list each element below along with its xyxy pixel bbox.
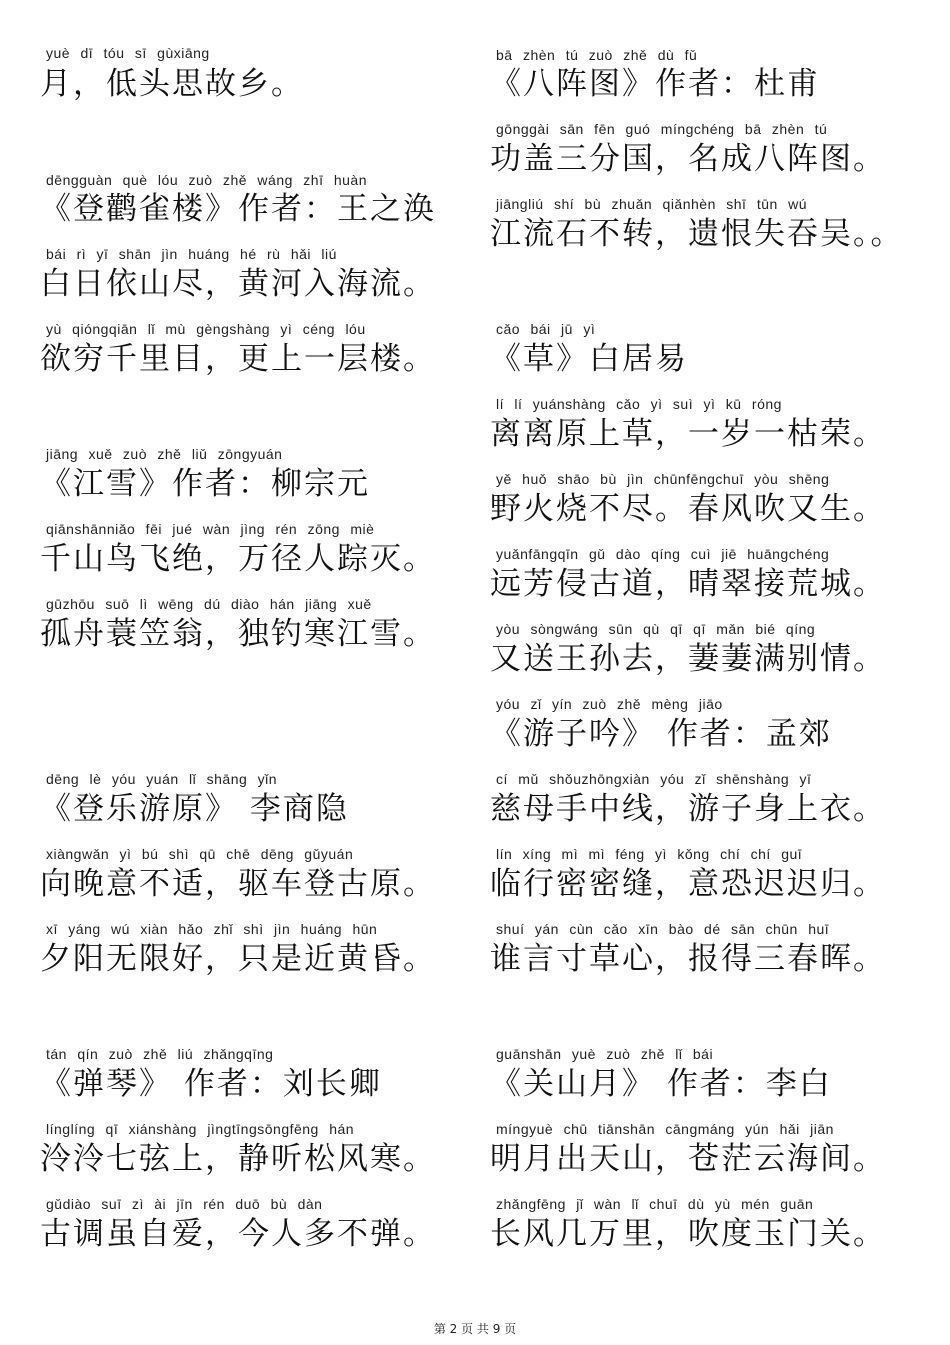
pinyin-line: bái rì yī shān jìn huáng hé rù hǎi liú [46,246,337,262]
poem-line: 又送王孙去，萋萋满别情。 [490,641,886,677]
pinyin-line: lí lí yuánshàng cǎo yì suì yì kū róng [496,396,782,412]
poem-line: 功盖三分国，名成八阵图。 [490,141,886,177]
pinyin-line: jiāng xuě zuò zhě liǔ zōngyuán [46,446,283,462]
poem-line: 慈母手中线，游子身上衣。 [490,791,886,827]
pinyin-line: jiāngliú shí bù zhuǎn qiǎnhèn shī tūn wú [496,196,808,212]
poem-title: 《草》白居易 [490,341,688,377]
pinyin-line: gǔdiào suī zì ài jīn rén duō bù dàn [46,1196,323,1212]
pinyin-line: cǎo bái jū yì [496,321,596,337]
poem-line: 夕阳无限好，只是近黄昏。 [40,941,436,977]
pinyin-line: tán qín zuò zhě liú zhǎngqīng [46,1046,274,1062]
poem-line: 长风几万里，吹度玉门关。 [490,1216,886,1252]
poem-title: 《弹琴》 作者：刘长卿 [40,1066,382,1102]
pinyin-line: gūzhōu suō lì wēng dú diào hán jiāng xuě [46,596,372,612]
poem-line: 江流石不转，遗恨失吞吴。。 [490,216,904,252]
pinyin-line: yě huǒ shāo bù jìn chūnfēngchuī yòu shēng [496,471,830,487]
pinyin-line: yóu zǐ yín zuò zhě mèng jiāo [496,696,723,712]
poem-line: 向晚意不适，驱车登古原。 [40,866,436,902]
poem-title: 《八阵图》作者：杜甫 [490,66,820,102]
poem-line: 明月出天山，苍茫云海间。 [490,1141,886,1177]
poem-line: 野火烧不尽。春风吹又生。 [490,491,886,527]
poem-line: 泠泠七弦上，静听松风寒。 [40,1141,436,1177]
poem-line: 远芳侵古道，晴翠接荒城。 [490,566,886,602]
poem-line: 谁言寸草心，报得三春晖。 [490,941,886,977]
pinyin-line: yòu sòngwáng sūn qù qī qī mǎn bié qíng [496,621,816,637]
pinyin-line: bā zhèn tú zuò zhě dù fǔ [496,47,698,63]
pinyin-line: shuí yán cùn cǎo xīn bào dé sān chūn huī [496,921,830,937]
poem-line: 临行密密缝，意恐迟迟归。 [490,866,886,902]
pinyin-line: yuǎnfāngqīn gǔ dào qíng cuì jiē huāngchéng [496,546,830,562]
pinyin-line: guānshān yuè zuò zhě lǐ bái [496,1046,714,1062]
poem-line: 孤舟蓑笠翁，独钓寒江雪。 [40,616,436,652]
pinyin-line: gōnggài sān fēn guó míngchéng bā zhèn tú [496,121,828,137]
poem-line: 月，低头思故乡。 [40,66,304,102]
poem-line: 千山鸟飞绝，万径人踪灭。 [40,541,436,577]
pinyin-line: xī yáng wú xiàn hǎo zhǐ shì jìn huáng hūn [46,921,378,937]
pinyin-line: qiānshānniǎo fēi jué wàn jìng rén zōng miè [46,521,375,537]
pinyin-line: yuè dī tóu sī gùxiāng [46,45,210,61]
poem-title: 《登乐游原》 李商隐 [40,791,349,827]
poem-title: 《游子吟》 作者：孟郊 [490,716,832,752]
poem-title: 《江雪》作者：柳宗元 [40,466,370,502]
pinyin-line: yù qióngqiān lǐ mù gèngshàng yì céng lóu [46,321,366,337]
pinyin-line: zhǎngfēng jǐ wàn lǐ chuī dù yù mén guān [496,1196,814,1212]
poem-line: 白日依山尽，黄河入海流。 [40,266,436,302]
pinyin-line: xiàngwǎn yì bú shì qū chē dēng gǔyuán [46,846,354,862]
pinyin-line: cí mǔ shǒuzhōngxiàn yóu zǐ shēnshàng yī [496,771,812,787]
pinyin-line: míngyuè chū tiānshān cāngmáng yún hǎi jiān [496,1121,834,1137]
poem-title: 《关山月》 作者：李白 [490,1066,832,1102]
pinyin-line: lín xíng mì mì féng yì kǒng chí chí guī [496,846,803,862]
pinyin-line: dēng lè yóu yuán lǐ shāng yǐn [46,771,278,787]
poem-line: 欲穷千里目，更上一层楼。 [40,341,436,377]
page-footer: 第 2 页 共 9 页 [433,1322,517,1336]
poem-title: 《登鹳雀楼》作者：王之涣 [40,191,436,227]
poem-line: 古调虽自爱，今人多不弹。 [40,1216,436,1252]
poem-line: 离离原上草，一岁一枯荣。 [490,416,886,452]
pinyin-line: dēngguàn què lóu zuò zhě wáng zhī huàn [46,172,367,188]
pinyin-line: línglíng qī xiánshàng jìngtīngsōngfēng hán [46,1121,355,1137]
